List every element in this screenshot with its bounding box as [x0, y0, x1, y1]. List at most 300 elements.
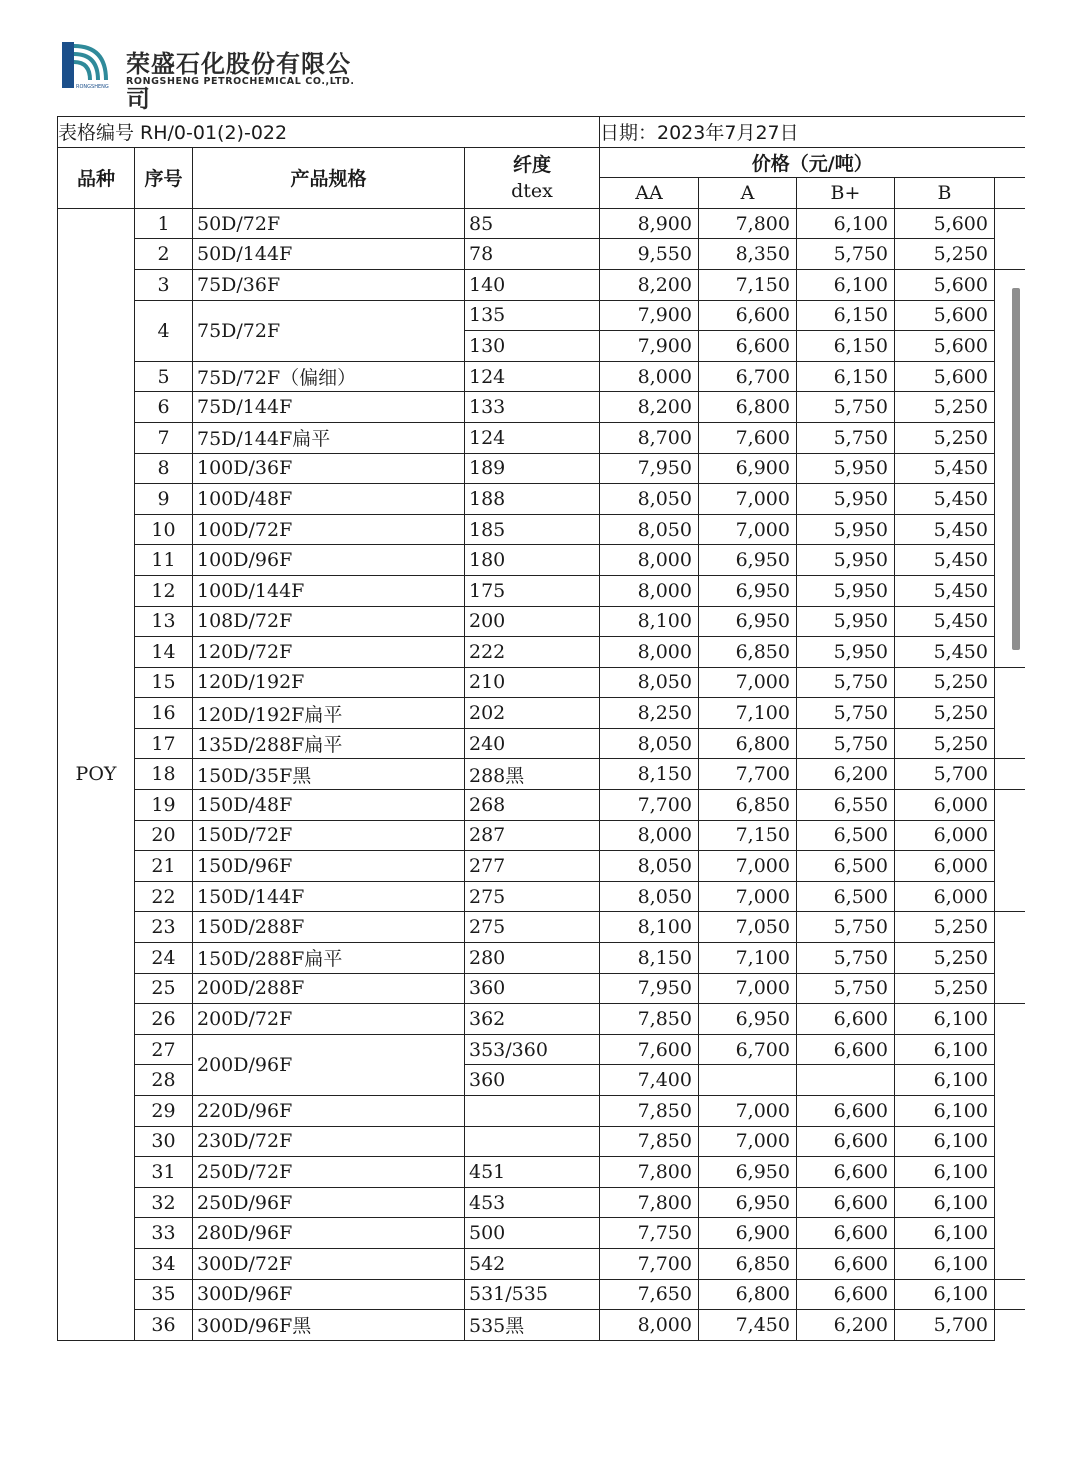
partial-cell	[995, 1065, 1025, 1096]
price-cell-a: 6,950	[699, 545, 797, 576]
table-row	[58, 392, 1025, 423]
dtex-cell: 202	[465, 698, 600, 729]
price-cell-a: 6,950	[699, 575, 797, 606]
partial-cell	[995, 453, 1025, 484]
table-row	[58, 1157, 1025, 1188]
price-cell-bplus: 5,750	[797, 239, 895, 270]
price-cell-a: 7,600	[699, 422, 797, 453]
price-cell-b: 5,450	[895, 545, 995, 576]
price-cell-aa: 8,000	[600, 361, 699, 392]
partial-cell	[995, 698, 1025, 729]
price-cell-aa: 8,050	[600, 667, 699, 698]
table-row	[58, 269, 1025, 300]
dtex-cell: 78	[465, 239, 600, 270]
price-cell-bplus: 6,600	[797, 1218, 895, 1249]
price-cell-a	[699, 1065, 797, 1096]
price-cell-aa: 8,000	[600, 820, 699, 851]
price-cell-aa: 7,800	[600, 1157, 699, 1188]
price-cell-a: 7,100	[699, 698, 797, 729]
spec-cell: 100D/36F	[193, 453, 465, 484]
partial-cell	[995, 575, 1025, 606]
table-row	[58, 790, 1025, 821]
category-cell: POY	[58, 208, 135, 1340]
table-row	[58, 943, 1025, 974]
dtex-cell: 453	[465, 1187, 600, 1218]
spec-cell: 135D/288F扁平	[193, 728, 465, 759]
price-cell-a: 7,000	[699, 881, 797, 912]
partial-cell	[995, 606, 1025, 637]
price-cell-b: 5,250	[895, 667, 995, 698]
price-cell-a: 6,700	[699, 1034, 797, 1065]
price-cell-b: 5,250	[895, 239, 995, 270]
seq-cell: 28	[135, 1065, 193, 1096]
seq-cell: 19	[135, 790, 193, 821]
price-cell-a: 7,150	[699, 269, 797, 300]
table-row	[58, 881, 1025, 912]
price-cell-aa: 7,850	[600, 1096, 699, 1127]
price-cell-aa: 9,550	[600, 239, 699, 270]
partial-cell	[995, 331, 1025, 362]
price-cell-bplus: 6,600	[797, 1126, 895, 1157]
price-cell-b: 5,250	[895, 973, 995, 1004]
rongsheng-logo-icon	[60, 40, 120, 92]
price-cell-a: 6,900	[699, 1218, 797, 1249]
price-cell-aa: 8,100	[600, 912, 699, 943]
dtex-cell: 240	[465, 728, 600, 759]
company-logo	[60, 40, 370, 113]
partial-cell	[995, 239, 1025, 270]
price-cell-b: 6,100	[895, 1248, 995, 1279]
price-cell-bplus: 6,500	[797, 851, 895, 882]
price-cell-bplus: 6,600	[797, 1248, 895, 1279]
price-cell-aa: 8,000	[600, 637, 699, 668]
partial-cell	[995, 728, 1025, 759]
price-cell-a: 6,950	[699, 1187, 797, 1218]
price-cell-a: 6,850	[699, 790, 797, 821]
table-row	[58, 1096, 1025, 1127]
seq-cell: 27	[135, 1034, 193, 1065]
spec-cell: 220D/96F	[193, 1096, 465, 1127]
dtex-cell: 542	[465, 1248, 600, 1279]
col-grade-bplus: B+	[797, 178, 895, 209]
spec-cell: 120D/192F	[193, 667, 465, 698]
price-cell-b: 5,450	[895, 514, 995, 545]
price-cell-aa: 7,850	[600, 1126, 699, 1157]
price-cell-a: 6,950	[699, 1004, 797, 1035]
price-cell-bplus: 6,600	[797, 1034, 895, 1065]
table-row	[58, 1310, 1025, 1341]
table-row	[58, 912, 1025, 943]
seq-cell: 32	[135, 1187, 193, 1218]
partial-cell	[995, 392, 1025, 423]
price-cell-aa: 8,150	[600, 943, 699, 974]
dtex-cell: 135	[465, 300, 600, 331]
partial-cell	[995, 1310, 1025, 1341]
price-cell-aa: 7,950	[600, 973, 699, 1004]
spec-cell: 150D/144F	[193, 881, 465, 912]
partial-cell	[995, 1034, 1025, 1065]
price-cell-bplus: 6,150	[797, 361, 895, 392]
col-dtex-cn: 纤度	[512, 153, 551, 176]
spec-cell: 200D/288F	[193, 973, 465, 1004]
partial-cell	[995, 545, 1025, 576]
partial-cell	[995, 514, 1025, 545]
price-cell-aa: 8,200	[600, 269, 699, 300]
price-cell-b: 5,700	[895, 759, 995, 790]
spec-cell: 280D/96F	[193, 1218, 465, 1249]
price-cell-b: 5,450	[895, 606, 995, 637]
price-cell-b: 5,600	[895, 331, 995, 362]
price-cell-bplus: 5,750	[797, 422, 895, 453]
seq-cell: 14	[135, 637, 193, 668]
price-cell-b: 5,250	[895, 392, 995, 423]
price-cell-aa: 7,700	[600, 1248, 699, 1279]
dtex-cell: 451	[465, 1157, 600, 1188]
price-table	[57, 116, 1025, 1341]
seq-cell: 29	[135, 1096, 193, 1127]
company-name-en: RONGSHENG PETROCHEMICAL CO.,LTD.	[126, 76, 355, 87]
seq-cell: 20	[135, 820, 193, 851]
price-cell-bplus: 5,750	[797, 943, 895, 974]
partial-cell	[995, 269, 1025, 300]
price-cell-bplus: 5,750	[797, 912, 895, 943]
price-cell-aa: 7,400	[600, 1065, 699, 1096]
spec-cell: 75D/144F扁平	[193, 422, 465, 453]
price-cell-aa: 7,750	[600, 1218, 699, 1249]
col-dtex-en: dtex	[511, 179, 553, 202]
price-cell-b: 5,450	[895, 575, 995, 606]
seq-cell: 8	[135, 453, 193, 484]
price-cell-bplus: 5,950	[797, 453, 895, 484]
dtex-cell: 222	[465, 637, 600, 668]
table-row	[58, 300, 1025, 331]
price-cell-bplus: 5,750	[797, 667, 895, 698]
table-row	[58, 208, 1025, 239]
seq-cell: 23	[135, 912, 193, 943]
price-cell-a: 6,850	[699, 1248, 797, 1279]
price-cell-b: 6,000	[895, 790, 995, 821]
dtex-cell: 124	[465, 361, 600, 392]
price-cell-b: 6,100	[895, 1187, 995, 1218]
partial-cell	[995, 1248, 1025, 1279]
dtex-cell: 360	[465, 1065, 600, 1096]
price-cell-a: 7,000	[699, 667, 797, 698]
table-row	[58, 698, 1025, 729]
spec-cell: 200D/72F	[193, 1004, 465, 1035]
seq-cell: 35	[135, 1279, 193, 1310]
dtex-cell: 531/535	[465, 1279, 600, 1310]
company-name-cn: 荣盛石化股份有限公司	[126, 50, 351, 113]
partial-cell	[995, 881, 1025, 912]
price-cell-aa: 8,050	[600, 851, 699, 882]
price-cell-a: 6,800	[699, 392, 797, 423]
partial-cell	[995, 637, 1025, 668]
price-cell-b: 5,450	[895, 453, 995, 484]
price-cell-aa: 8,000	[600, 545, 699, 576]
seq-cell: 21	[135, 851, 193, 882]
spec-cell: 100D/96F	[193, 545, 465, 576]
price-cell-a: 6,950	[699, 606, 797, 637]
seq-cell: 3	[135, 269, 193, 300]
spec-cell: 75D/144F	[193, 392, 465, 423]
price-cell-b: 6,000	[895, 881, 995, 912]
price-cell-a: 6,850	[699, 637, 797, 668]
dtex-cell: 280	[465, 943, 600, 974]
seq-cell: 24	[135, 943, 193, 974]
dtex-cell: 188	[465, 484, 600, 515]
form-number: 表格编号 RH/0-01(2)-022	[58, 117, 600, 148]
price-cell-bplus: 5,750	[797, 728, 895, 759]
spec-cell: 50D/72F	[193, 208, 465, 239]
price-cell-bplus: 5,750	[797, 698, 895, 729]
price-cell-b: 5,250	[895, 912, 995, 943]
partial-cell	[995, 1218, 1025, 1249]
table-row	[58, 361, 1025, 392]
dtex-cell: 189	[465, 453, 600, 484]
spec-cell: 100D/144F	[193, 575, 465, 606]
price-cell-aa: 8,700	[600, 422, 699, 453]
price-cell-a: 6,700	[699, 361, 797, 392]
spec-cell: 150D/35F黑	[193, 759, 465, 790]
dtex-cell	[465, 1096, 600, 1127]
price-cell-a: 7,000	[699, 973, 797, 1004]
price-cell-bplus: 6,600	[797, 1157, 895, 1188]
seq-cell: 36	[135, 1310, 193, 1341]
col-spec-header: 产品规格	[193, 147, 465, 208]
seq-cell: 4	[135, 300, 193, 361]
col-category-header: 品种	[58, 147, 135, 208]
price-cell-bplus: 6,150	[797, 300, 895, 331]
partial-cell	[995, 300, 1025, 331]
spec-cell: 120D/72F	[193, 637, 465, 668]
seq-cell: 10	[135, 514, 193, 545]
dtex-cell: 210	[465, 667, 600, 698]
spec-cell: 230D/72F	[193, 1126, 465, 1157]
partial-cell	[995, 943, 1025, 974]
price-cell-a: 8,350	[699, 239, 797, 270]
price-cell-bplus: 6,200	[797, 1310, 895, 1341]
dtex-cell: 124	[465, 422, 600, 453]
table-row	[58, 820, 1025, 851]
price-cell-a: 6,600	[699, 300, 797, 331]
price-cell-a: 7,450	[699, 1310, 797, 1341]
price-cell-a: 6,800	[699, 1279, 797, 1310]
spec-cell: 150D/72F	[193, 820, 465, 851]
header-row-1	[58, 147, 1025, 178]
price-cell-aa: 7,900	[600, 300, 699, 331]
seq-cell: 12	[135, 575, 193, 606]
seq-cell: 13	[135, 606, 193, 637]
dtex-cell: 277	[465, 851, 600, 882]
col-seq-header: 序号	[135, 147, 193, 208]
spec-cell: 250D/72F	[193, 1157, 465, 1188]
price-cell-aa: 7,800	[600, 1187, 699, 1218]
price-cell-bplus: 6,100	[797, 208, 895, 239]
partial-cell	[995, 973, 1025, 1004]
price-cell-aa: 8,900	[600, 208, 699, 239]
table-row	[58, 851, 1025, 882]
seq-cell: 22	[135, 881, 193, 912]
price-cell-b: 5,600	[895, 361, 995, 392]
partial-cell	[995, 1126, 1025, 1157]
dtex-cell	[465, 1126, 600, 1157]
col-grade-b: B	[895, 178, 995, 209]
price-cell-aa: 8,000	[600, 575, 699, 606]
partial-cell	[995, 1279, 1025, 1310]
price-cell-a: 6,600	[699, 331, 797, 362]
dtex-cell: 140	[465, 269, 600, 300]
price-cell-a: 7,000	[699, 514, 797, 545]
price-cell-b: 5,250	[895, 943, 995, 974]
price-cell-b: 5,450	[895, 637, 995, 668]
partial-cell	[995, 820, 1025, 851]
table-row	[58, 545, 1025, 576]
spec-cell: 75D/36F	[193, 269, 465, 300]
price-cell-b: 6,100	[895, 1279, 995, 1310]
price-cell-b: 6,100	[895, 1004, 995, 1035]
table-row	[58, 667, 1025, 698]
price-cell-bplus: 5,750	[797, 392, 895, 423]
spec-cell: 300D/72F	[193, 1248, 465, 1279]
price-cell-aa: 8,000	[600, 1310, 699, 1341]
price-cell-a: 6,950	[699, 1157, 797, 1188]
dtex-cell: 288黑	[465, 759, 600, 790]
seq-cell: 33	[135, 1218, 193, 1249]
price-cell-aa: 8,050	[600, 514, 699, 545]
table-row	[58, 484, 1025, 515]
partial-cell	[995, 484, 1025, 515]
price-cell-b: 5,250	[895, 728, 995, 759]
price-cell-bplus: 6,500	[797, 820, 895, 851]
partial-cell	[995, 851, 1025, 882]
col-partial	[995, 178, 1025, 209]
price-cell-aa: 7,850	[600, 1004, 699, 1035]
dtex-cell: 175	[465, 575, 600, 606]
spec-cell: 100D/48F	[193, 484, 465, 515]
price-cell-b: 5,600	[895, 269, 995, 300]
col-dtex-header	[465, 147, 600, 208]
table-row	[58, 728, 1025, 759]
price-cell-b: 6,000	[895, 851, 995, 882]
table-row	[58, 575, 1025, 606]
logo-mark-text: RONGSHENG	[76, 84, 109, 90]
price-cell-bplus: 5,950	[797, 484, 895, 515]
price-cell-aa: 7,600	[600, 1034, 699, 1065]
table-row	[58, 1126, 1025, 1157]
dtex-cell: 287	[465, 820, 600, 851]
price-cell-aa: 7,900	[600, 331, 699, 362]
seq-cell: 9	[135, 484, 193, 515]
partial-cell	[995, 667, 1025, 698]
price-cell-a: 7,000	[699, 484, 797, 515]
spec-cell: 300D/96F	[193, 1279, 465, 1310]
dtex-cell: 268	[465, 790, 600, 821]
dtex-cell: 180	[465, 545, 600, 576]
col-grade-aa: AA	[600, 178, 699, 209]
price-cell-b: 6,100	[895, 1096, 995, 1127]
dtex-cell: 535黑	[465, 1310, 600, 1341]
table-row	[58, 759, 1025, 790]
seq-cell: 7	[135, 422, 193, 453]
partial-cell	[995, 208, 1025, 239]
partial-cell	[995, 759, 1025, 790]
price-cell-aa: 7,950	[600, 453, 699, 484]
seq-cell: 31	[135, 1157, 193, 1188]
form-meta-row	[58, 117, 1025, 148]
partial-cell	[995, 422, 1025, 453]
seq-cell: 11	[135, 545, 193, 576]
price-cell-aa: 7,650	[600, 1279, 699, 1310]
price-cell-bplus: 5,950	[797, 545, 895, 576]
price-cell-b: 5,250	[895, 698, 995, 729]
table-row	[58, 1187, 1025, 1218]
table-row	[58, 239, 1025, 270]
seq-cell: 26	[135, 1004, 193, 1035]
price-cell-bplus: 5,950	[797, 606, 895, 637]
price-cell-aa: 8,150	[600, 759, 699, 790]
price-cell-bplus: 6,150	[797, 331, 895, 362]
price-cell-aa: 8,050	[600, 484, 699, 515]
price-cell-bplus: 5,750	[797, 973, 895, 1004]
price-cell-a: 7,000	[699, 851, 797, 882]
partial-cell	[995, 1004, 1025, 1035]
price-cell-bplus: 6,550	[797, 790, 895, 821]
table-row	[58, 1248, 1025, 1279]
seq-cell: 15	[135, 667, 193, 698]
table-row	[58, 1279, 1025, 1310]
table-row	[58, 606, 1025, 637]
price-cell-b: 6,100	[895, 1218, 995, 1249]
partial-cell	[995, 790, 1025, 821]
partial-cell	[995, 1157, 1025, 1188]
dtex-cell: 133	[465, 392, 600, 423]
price-cell-bplus: 5,950	[797, 637, 895, 668]
seq-cell: 6	[135, 392, 193, 423]
price-cell-b: 6,100	[895, 1065, 995, 1096]
price-cell-bplus: 6,600	[797, 1187, 895, 1218]
dtex-cell: 362	[465, 1004, 600, 1035]
price-cell-aa: 8,050	[600, 881, 699, 912]
seq-cell: 2	[135, 239, 193, 270]
table-row	[58, 422, 1025, 453]
price-cell-bplus: 6,200	[797, 759, 895, 790]
price-cell-bplus: 5,950	[797, 575, 895, 606]
price-cell-a: 7,700	[699, 759, 797, 790]
price-cell-b: 5,600	[895, 300, 995, 331]
price-cell-a: 7,100	[699, 943, 797, 974]
partial-cell	[995, 1096, 1025, 1127]
price-cell-b: 6,100	[895, 1157, 995, 1188]
table-row	[58, 1004, 1025, 1035]
spec-cell: 75D/72F	[193, 300, 465, 361]
scrollbar-thumb[interactable]	[1012, 288, 1020, 650]
price-cell-bplus: 6,600	[797, 1279, 895, 1310]
partial-cell	[995, 912, 1025, 943]
price-cell-aa: 8,200	[600, 392, 699, 423]
spec-cell: 150D/288F	[193, 912, 465, 943]
dtex-cell: 85	[465, 208, 600, 239]
col-grade-a: A	[699, 178, 797, 209]
price-cell-bplus: 6,100	[797, 269, 895, 300]
spec-cell: 75D/72F（偏细）	[193, 361, 465, 392]
price-cell-b: 6,100	[895, 1126, 995, 1157]
price-cell-aa: 8,050	[600, 728, 699, 759]
partial-cell	[995, 361, 1025, 392]
price-cell-b: 5,600	[895, 208, 995, 239]
dtex-cell: 353/360	[465, 1034, 600, 1065]
spec-cell: 200D/96F	[193, 1034, 465, 1095]
spec-cell: 108D/72F	[193, 606, 465, 637]
